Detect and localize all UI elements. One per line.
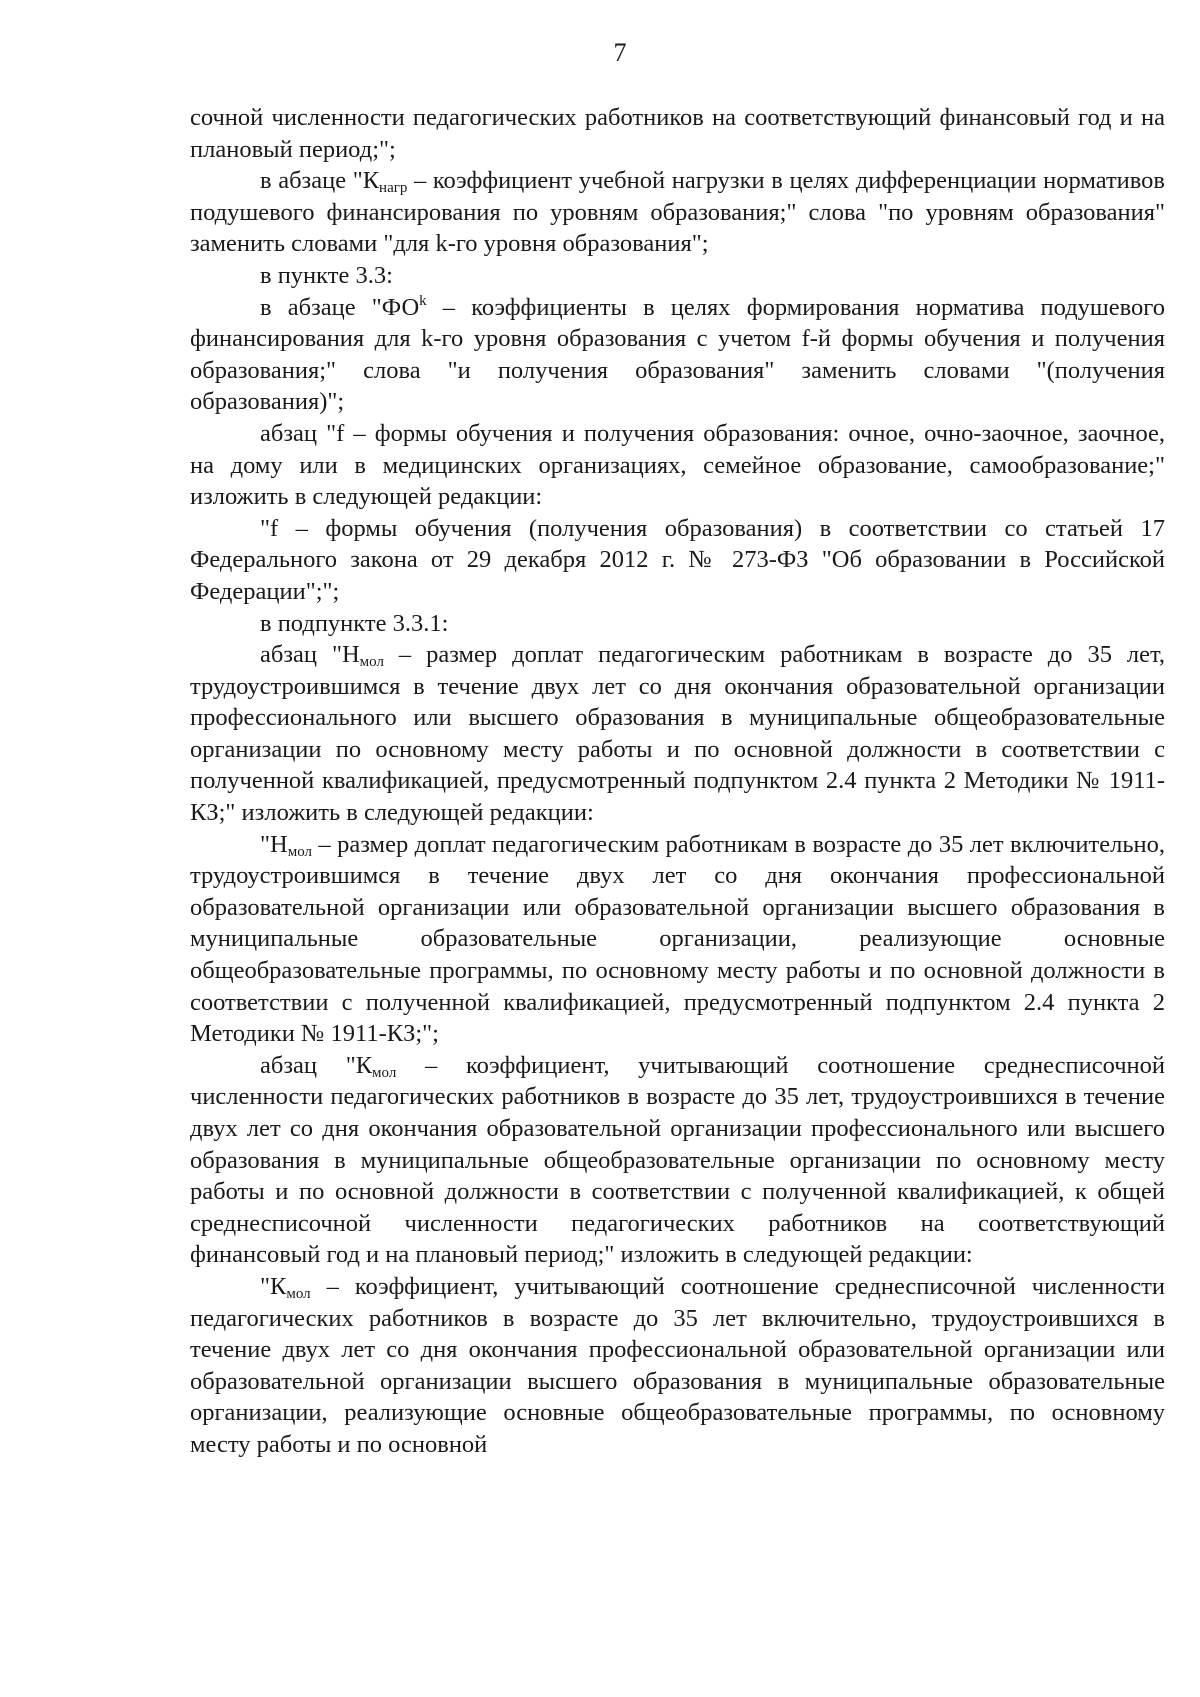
subscript: мол bbox=[287, 843, 312, 860]
page-number: 7 bbox=[613, 38, 627, 67]
subscript: мол bbox=[372, 1064, 397, 1081]
superscript: k bbox=[419, 292, 427, 309]
subscript: нагр bbox=[379, 180, 408, 197]
document-body bbox=[190, 102, 1165, 1461]
subscript: мол bbox=[359, 654, 384, 671]
paragraph-7: в подпункте 3.3.1: bbox=[260, 609, 449, 637]
paragraph-4: в абзаце "$ФО^k$ – коэффициенты в целях формирования норматива подушевого финансирования для k-го уровня образования с учетом f-й формы обучения и получения образования;" слова "и получения образования" заменить словами "(получения образования)"; bbox=[190, 292, 1165, 416]
paragraph-11: "$К_{мол}$ – коэффициент, учитывающий соотношение среднесписочной численности педагогических работников в возрасте до 35 лет включительно, трудоустроившихся в течение двух лет со дня окончания профессиональной образовательной организации или образовательной организации высшего образования в муниципальные образовательные организации, реализующие основные общеобразовательные программы, по основному месту работы и по основной bbox=[190, 1272, 1165, 1458]
paragraph-5: абзац "f – формы обучения и получения образования: очное, очно-заочное, заочное, на дому или в медицинских организациях, семейное образование, самообразование;" изложить в следующей редакции: bbox=[190, 419, 1165, 511]
paragraph-3: в пункте 3.3: bbox=[260, 261, 393, 289]
paragraph-1: сочной численности педагогических работников на соответствующий финансовый год и на плановый период;"; bbox=[190, 104, 1165, 163]
paragraph-10: абзац "$К_{мол}$ – коэффициент, учитывающий соотношение среднесписочной численности педагогических работников в возрасте до 35 лет, трудоустроившихся в течение двух лет со дня окончания образовательной организации профессионального или высшего образования в муниципальные общеобразовательные организации по основному месту работы и по основной должности в соответствии с полученной квалификацией, к общей среднесписочной численности педагогических работников на соответствующий финансовый год и на плановый период;" изложить в следующей редакции: bbox=[190, 1051, 1165, 1269]
paragraph-2: в абзаце "$К_{нагр}$ – коэффициент учебной нагрузки в целях дифференциации нормативов подушевого финансирования по уровням образования;" слова "по уровням образования" заменить словами "для k-го уровня образования"; bbox=[190, 167, 1165, 258]
paragraph-9: "$Н_{мол}$ – размер доплат педагогическим работникам в возрасте до 35 лет включительно, трудоустроившимся в течение двух лет со дня окончания профессиональной образовательной организации или образовательной организации высшего образования в муниципальные образовательные организации, реализующие основные общеобразовательные программы, по основному месту работы и по основной должности в соответствии с полученной квалификацией, предусмотренный подпунктом 2.4 пункта 2 Методики № 1911-КЗ;"; bbox=[190, 830, 1165, 1048]
paragraph-6: "f – формы обучения (получения образования) в соответствии со статьей 17 Федерального закона от 29 декабря 2012 г. № 273-ФЗ "Об образовании в Российской Федерации";"; bbox=[190, 514, 1165, 605]
subscript: мол bbox=[286, 1285, 311, 1302]
paragraph-8: абзац "$Н_{мол}$ – размер доплат педагогическим работникам в возрасте до 35 лет, трудоустроившимся в течение двух лет со дня окончания образовательной организации профессионального или высшего образования в муниципальные общеобразовательные организации по основному месту работы и по основной должности в соответствии с полученной квалификацией, предусмотренный подпунктом 2.4 пункта 2 Методики № 1911-КЗ;" изложить в следующей редакции: bbox=[190, 641, 1165, 827]
